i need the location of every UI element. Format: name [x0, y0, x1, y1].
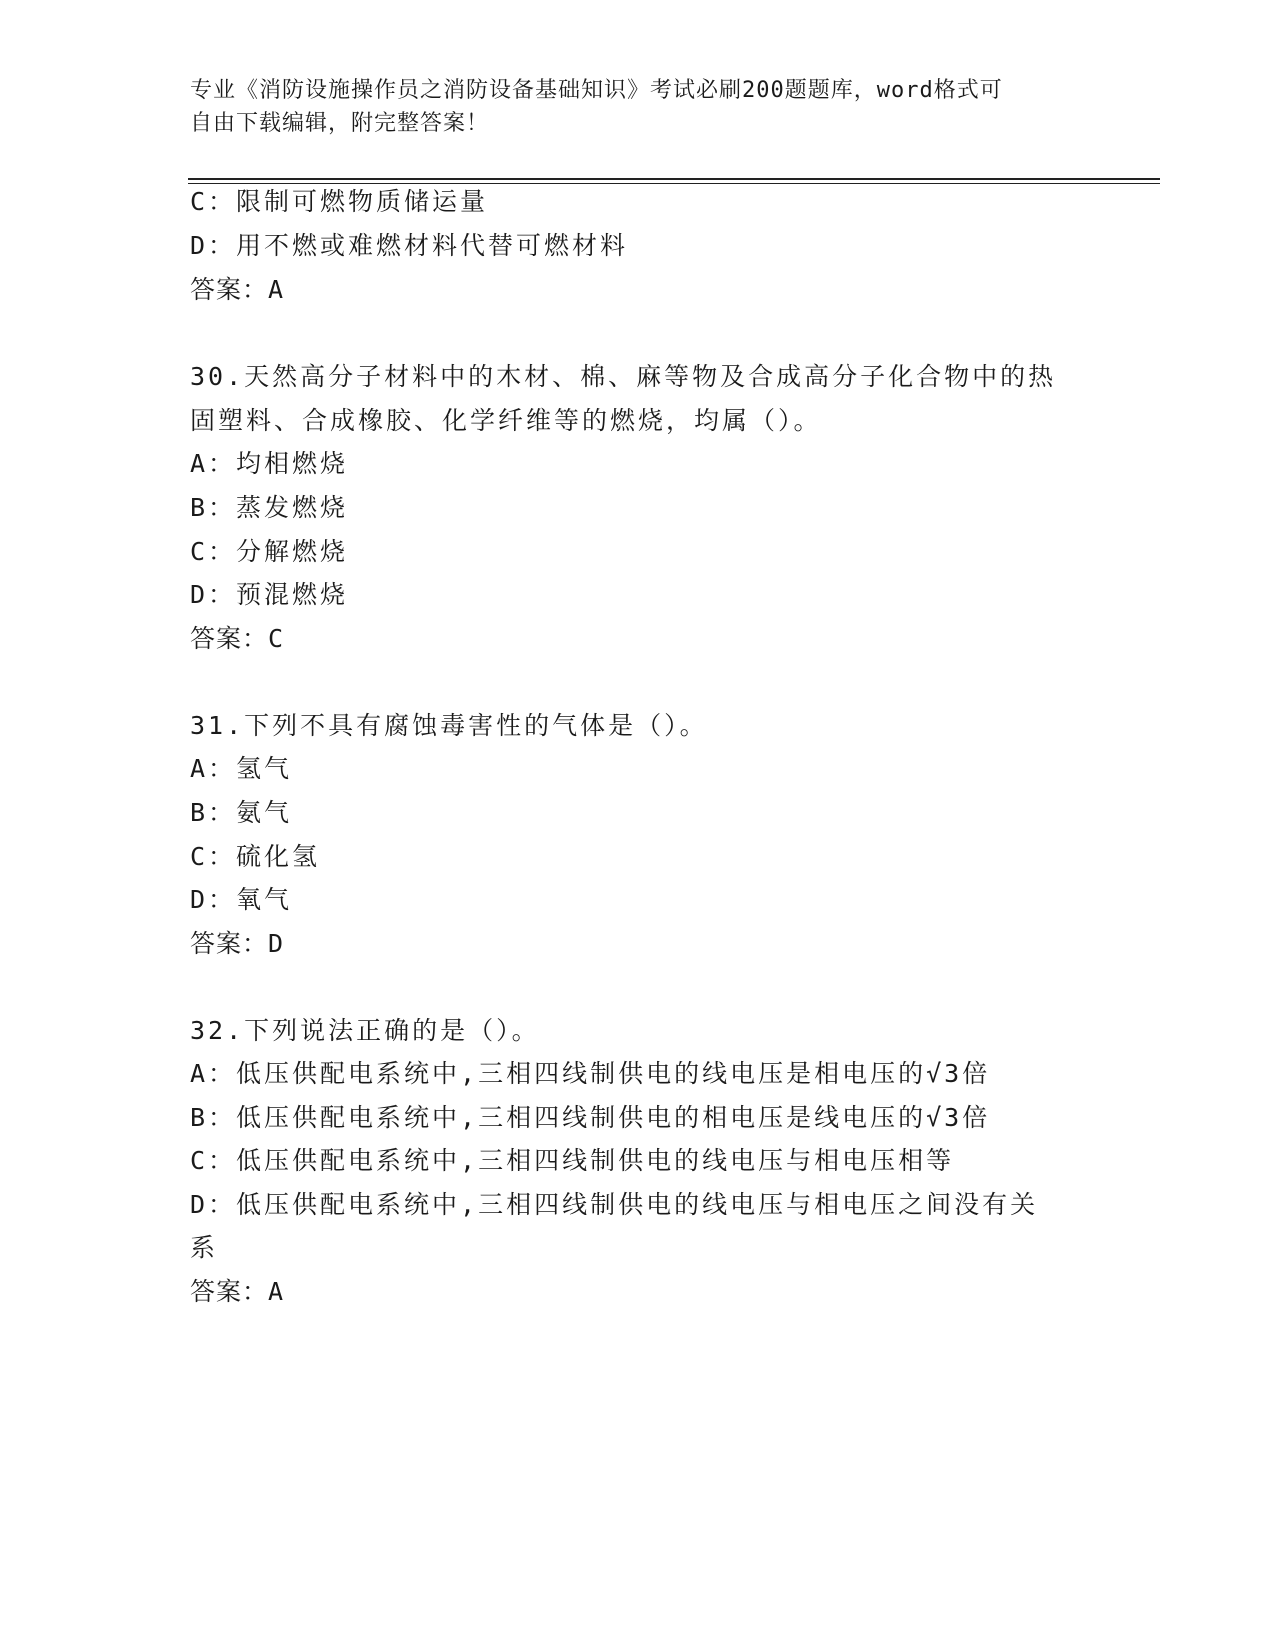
header-line-1: 专业《消防设施操作员之消防设备基础知识》考试必刷200题题库，word格式可 [190, 78, 1003, 103]
header-divider-thick [188, 178, 1160, 180]
q32-option-b: B：低压供配电系统中,三相四线制供电的相电压是线电压的√3倍 [190, 1103, 991, 1132]
answer-value: D [268, 929, 285, 958]
answer-label: 答案： [190, 929, 269, 958]
q31-stem: 31.下列不具有腐蚀毒害性的气体是（）。 [190, 711, 708, 740]
prev-option-c: C：限制可燃物质储运量 [190, 187, 489, 216]
document-header [190, 74, 1070, 140]
answer-label: 答案： [190, 624, 269, 653]
prev-option-d: D：用不燃或难燃材料代替可燃材料 [190, 231, 629, 260]
prev-answer [190, 273, 284, 307]
answer-value: A [268, 1277, 285, 1306]
q32-stem: 32.下列说法正确的是（）。 [190, 1016, 540, 1045]
answer-label: 答案： [190, 275, 269, 304]
q31-option-d: D：氧气 [190, 885, 293, 914]
q32-option-a: A：低压供配电系统中,三相四线制供电的线电压是相电压的√3倍 [190, 1059, 991, 1088]
q32-option-d-line-1: D：低压供配电系统中,三相四线制供电的线电压与相电压之间没有关 [190, 1190, 1039, 1219]
q32-option-d-line-2: 系 [190, 1233, 219, 1262]
q30-answer [190, 622, 284, 656]
q32-option-c: C：低压供配电系统中,三相四线制供电的线电压与相电压相等 [190, 1146, 955, 1175]
answer-label: 答案： [190, 1277, 269, 1306]
q30-stem-line-1: 30.天然高分子材料中的木材、棉、麻等物及合成高分子化合物中的热 [190, 362, 1057, 391]
q30-option-b: B：蒸发燃烧 [190, 493, 349, 522]
q30-stem-line-2: 固塑料、合成橡胶、化学纤维等的燃烧，均属（）。 [190, 406, 822, 435]
q30-option-a: A：均相燃烧 [190, 449, 349, 478]
q30-option-d: D：预混燃烧 [190, 580, 349, 609]
answer-value: C [268, 624, 285, 653]
q31-option-c: C：硫化氢 [190, 842, 321, 871]
q31-answer [190, 927, 284, 961]
answer-value: A [268, 275, 285, 304]
q30-option-c: C：分解燃烧 [190, 537, 349, 566]
q31-option-b: B：氨气 [190, 798, 293, 827]
header-divider-thin [188, 183, 1160, 184]
header-line-2: 自由下载编辑，附完整答案！ [190, 111, 490, 136]
q32-answer [190, 1275, 284, 1309]
q31-option-a: A：氢气 [190, 754, 293, 783]
